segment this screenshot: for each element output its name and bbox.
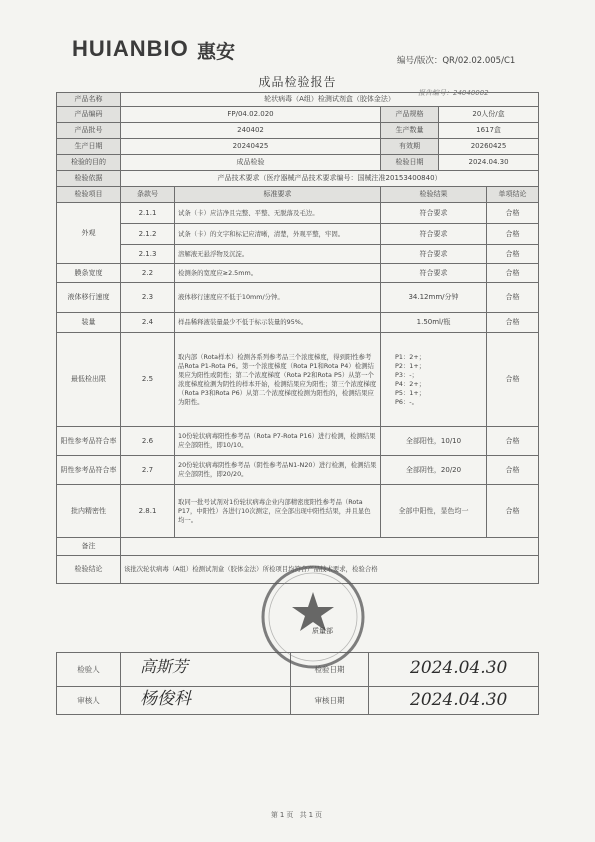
row-conclusion: 合格: [487, 456, 539, 485]
value-spec: 20人份/盒: [439, 107, 539, 123]
label-basis: 检验依据: [57, 171, 121, 187]
company-logo-cn: 惠安: [197, 41, 236, 63]
row-result: 符合要求: [381, 264, 487, 283]
row-item: 外观: [57, 203, 121, 264]
row-item: 液体移行速度: [57, 283, 121, 313]
page-footer: 第1页 共1页: [270, 811, 325, 819]
col-item: 检验项目: [57, 187, 121, 203]
row-conclusion: 合格: [487, 245, 539, 264]
document-number: 编号/版次：QR/02.02.005/C1: [397, 56, 516, 66]
table-row: [57, 224, 539, 245]
row-standard: 液体移行速度应不低于10mm/分钟。: [175, 283, 381, 313]
row-conclusion: 合格: [487, 427, 539, 456]
reviewer-signature: 杨俊科: [140, 689, 191, 709]
table-row: [57, 283, 539, 313]
company-seal: [258, 562, 368, 672]
table-row: [57, 427, 539, 456]
value-basis: 产品技术要求（医疗器械产品技术要求编号：国械注准20153400840）: [121, 171, 539, 187]
row-clause: 2.2: [121, 264, 175, 283]
row-result: 符合要求: [381, 203, 487, 224]
row-conclusion: 合格: [487, 283, 539, 313]
label-insp-date: 检验日期: [381, 155, 439, 171]
row-clause: 2.5: [121, 333, 175, 427]
row-standard: 溶解液无悬浮物及沉淀。: [175, 245, 381, 264]
row-clause: 2.1.2: [121, 224, 175, 245]
row-conclusion: 合格: [487, 333, 539, 427]
row-result: P1：2+； P2：1+； P3：-； P4：2+； P5：1+； P6：-。: [381, 333, 487, 427]
label-reviewer: 审核人: [57, 687, 121, 715]
label-product-code: 产品编码: [57, 107, 121, 123]
label-prod-date: 生产日期: [57, 139, 121, 155]
value-product-name: 轮状病毒（A组）检测试剂盒（胶体金法）: [121, 93, 539, 107]
row-item: 膜条宽度: [57, 264, 121, 283]
row-clause: 2.8.1: [121, 485, 175, 538]
value-insp-type: 成品检验: [121, 155, 381, 171]
label-qty: 生产数量: [381, 123, 439, 139]
review-date-signature: 2024.04.30: [410, 690, 508, 710]
value-prod-date: 20240425: [121, 139, 381, 155]
value-qty: 1617盒: [439, 123, 539, 139]
table-row: [57, 245, 539, 264]
label-spec: 产品规格: [381, 107, 439, 123]
label-insp-type: 检验的目的: [57, 155, 121, 171]
row-clause: 2.7: [121, 456, 175, 485]
row-result: 符合要求: [381, 245, 487, 264]
row-conclusion: 合格: [487, 313, 539, 333]
value-conclusion: 该批次轮状病毒（A组）检测试剂盒（胶体金法）所检项目均符合产品技术要求，检验合格: [121, 556, 539, 584]
row-item: 装量: [57, 313, 121, 333]
company-logo: HUIANBIO: [72, 36, 189, 61]
table-row: [57, 485, 539, 538]
row-clause: 2.1.1: [121, 203, 175, 224]
report-number: 报告编号：24040002: [418, 89, 489, 97]
label-inspector: 检验人: [57, 653, 121, 687]
row-conclusion: 合格: [487, 203, 539, 224]
row-result: 符合要求: [381, 224, 487, 245]
row-conclusion: 合格: [487, 264, 539, 283]
row-item: 最低检出限: [57, 333, 121, 427]
row-standard: 10份轮状病毒阳性参考品（Rota P7-Rota P16）进行检测，检测结果应全部阳性，即10/10。: [175, 427, 381, 456]
row-item: 阴性参考品符合率: [57, 456, 121, 485]
table-row: [57, 313, 539, 333]
label-sign-insp-date: 检验日期: [291, 653, 369, 687]
label-review-date: 审核日期: [291, 687, 369, 715]
row-clause: 2.1.3: [121, 245, 175, 264]
row-conclusion: 合格: [487, 485, 539, 538]
table-row: [57, 456, 539, 485]
value-remarks: [121, 538, 539, 556]
row-result: 1.50ml/瓶: [381, 313, 487, 333]
row-clause: 2.4: [121, 313, 175, 333]
col-conclusion: 单项结论: [487, 187, 539, 203]
row-result: 全部阴性，20/20: [381, 456, 487, 485]
page-title: 成品检验报告: [258, 75, 337, 89]
seal-text: 质量部: [312, 627, 333, 635]
row-clause: 2.3: [121, 283, 175, 313]
table-row: [57, 333, 539, 427]
row-standard: 试条（卡）的文字和标记应清晰，清楚，外观平整，牢固。: [175, 224, 381, 245]
row-standard: 试条（卡）应洁净且完整、平整、无脱落及毛边。: [175, 203, 381, 224]
row-standard: 20份轮状病毒阴性参考品（阴性参考品N1-N20）进行检测，检测结果应全部阴性，即20/20。: [175, 456, 381, 485]
row-item: 阳性参考品符合率: [57, 427, 121, 456]
row-standard: 检测条的宽度应≥2.5mm。: [175, 264, 381, 283]
col-result: 检验结果: [381, 187, 487, 203]
table-row: [57, 264, 539, 283]
row-standard: 取内部（Rota样本）检测各系列参考品三个浓度梯度，得到阳性参考品Rota P1-Rota P6。第一个浓度梯度（Rota P1和Rota P4）检测结果应为阳性或阴性；第二个浓度梯度（Rota P2和Rota P5）从第一个浓度梯度检测为阴性的样本开始，检测结果应为阳性；第三个浓度梯度（Rota P3和Rota P6）从第二个浓度梯度检测为阳性的，检测结果应为阳性。: [175, 333, 381, 427]
row-item: 批内精密性: [57, 485, 121, 538]
table-row: [57, 203, 539, 224]
col-clause: 条款号: [121, 187, 175, 203]
row-result: 全部阳性，10/10: [381, 427, 487, 456]
inspector-signature: 高斯芳: [140, 657, 189, 676]
value-batch: 240402: [121, 123, 381, 139]
row-standard: 取同一批号试剂对1份轮状病毒企业内部精密度阳性参考品（Rota P17，中阳性）各进行10次测定，应全部出现中阳性结果，并且显色均一。: [175, 485, 381, 538]
inspection-table: [56, 92, 539, 584]
label-remarks: 备注: [57, 538, 121, 556]
value-expiry: 20260425: [439, 139, 539, 155]
label-product-name: 产品名称: [57, 93, 121, 107]
label-conclusion: 检验结论: [57, 556, 121, 584]
col-standard: 标准要求: [175, 187, 381, 203]
value-insp-date: 2024.04.30: [439, 155, 539, 171]
row-standard: 样品稀释液装量最少不低于标示装量的95%。: [175, 313, 381, 333]
insp-date-signature: 2024.04.30: [410, 658, 508, 678]
row-clause: 2.6: [121, 427, 175, 456]
value-product-code: FP/04.02.020: [121, 107, 381, 123]
label-expiry: 有效期: [381, 139, 439, 155]
row-conclusion: 合格: [487, 224, 539, 245]
row-result: 34.12mm/分钟: [381, 283, 487, 313]
label-batch: 产品批号: [57, 123, 121, 139]
row-result: 全部中阳性，显色均一: [381, 485, 487, 538]
